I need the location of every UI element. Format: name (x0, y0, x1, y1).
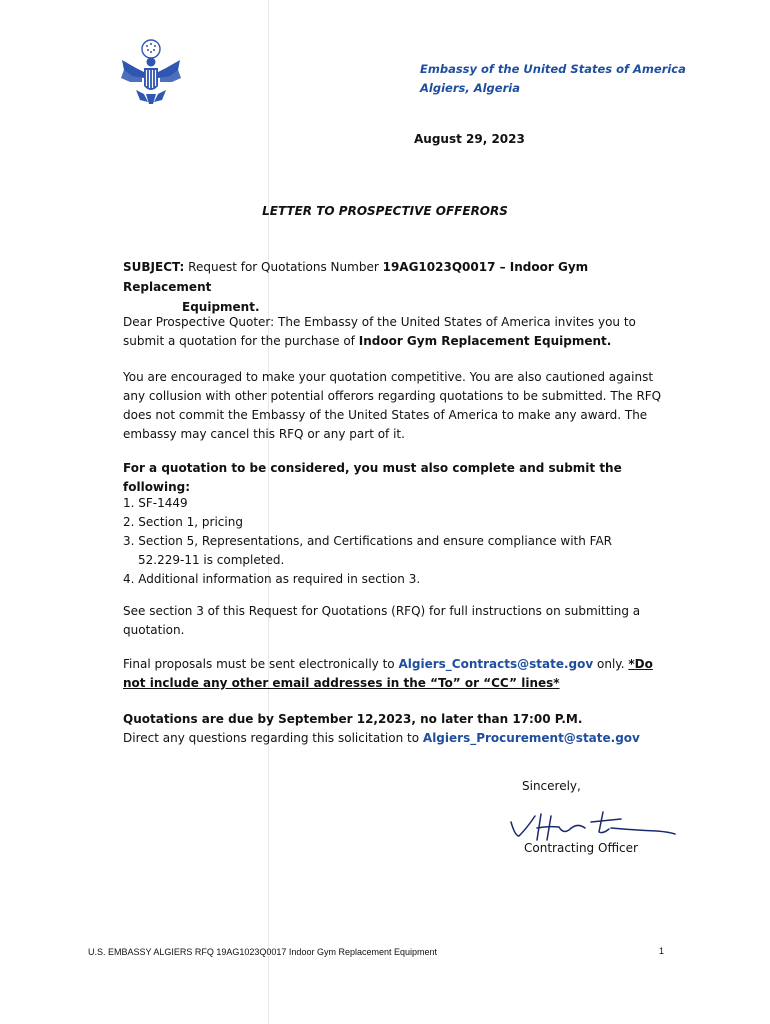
proposals-text: Final proposals must be sent electronically to (123, 657, 395, 671)
requirements-list (123, 494, 663, 589)
letter-date: August 29, 2023 (414, 132, 525, 146)
page-footer: U.S. EMBASSY ALGIERS RFQ 19AG1023Q0017 Indoor Gym Replacement Equipment (88, 947, 438, 957)
rfq-number: 19AG1023Q0017 – Indoor Gym Replacement (123, 260, 589, 294)
list-item: 1. SF-1449 (123, 496, 188, 510)
procurement-email-link[interactable]: Algiers_Procurement@state.gov (422, 731, 640, 745)
proposals-paragraph (123, 655, 663, 693)
subject-text: Request for Quotations Number (188, 260, 379, 274)
subject-block (123, 257, 663, 317)
embassy-city: Algiers, Algeria (420, 81, 520, 95)
embassy-address (420, 60, 686, 98)
intro-item: Indoor Gym Replacement Equipment. (358, 334, 612, 348)
us-great-seal-icon (118, 38, 184, 108)
list-item: 3. Section 5, Representations, and Certifications and ensure compliance with FAR (123, 534, 613, 548)
embassy-name: Embassy of the United States of America (420, 62, 686, 76)
closing-sincerely: Sincerely, (522, 779, 581, 793)
questions-text: Direct any questions regarding this solicitation to (123, 731, 420, 745)
proposals-only: only. (597, 657, 625, 671)
intro-text: Dear Prospective Quoter: The Embassy of the United States of America invites you to submit a quotation for the purchase of (123, 315, 636, 348)
due-date-text: Quotations are due by September 12,2023, no later than 17:00 P.M. (123, 712, 583, 726)
intro-paragraph (123, 313, 663, 351)
list-item: 2. Section 1, pricing (123, 515, 243, 529)
list-item-continuation: 52.229-11 is completed. (138, 553, 285, 567)
page-number: 1 (659, 946, 665, 956)
proposals-note-start: *Do (628, 657, 653, 671)
requirements-heading: For a quotation to be considered, you must also complete and submit the following: (123, 461, 622, 494)
handwritten-signature (507, 806, 679, 844)
instructions-paragraph: See section 3 of this Request for Quotations (RFQ) for full instructions on submitting a quotation. (123, 604, 641, 637)
signatory-title: Contracting Officer (524, 841, 638, 855)
letter-heading: LETTER TO PROSPECTIVE OFFERORS (262, 204, 508, 218)
list-item: 4. Additional information as required in section 3. (123, 572, 421, 586)
due-paragraph (123, 710, 663, 748)
subject-label: SUBJECT: (123, 260, 185, 274)
proposals-note: not include any other email addresses in the “To” or “CC” lines* (123, 676, 560, 690)
caution-paragraph: You are encouraged to make your quotation competitive. You are also cautioned against any collusion with other potential offerors regarding quotations to be submitted. The RFQ does not commit the Embassy of the United States of America to make any award. The embassy may cancel this RFQ or any part of it. (123, 370, 662, 441)
subject-continuation: Equipment. (182, 300, 260, 314)
contracts-email-link[interactable]: Algiers_Contracts@state.gov (398, 657, 594, 671)
